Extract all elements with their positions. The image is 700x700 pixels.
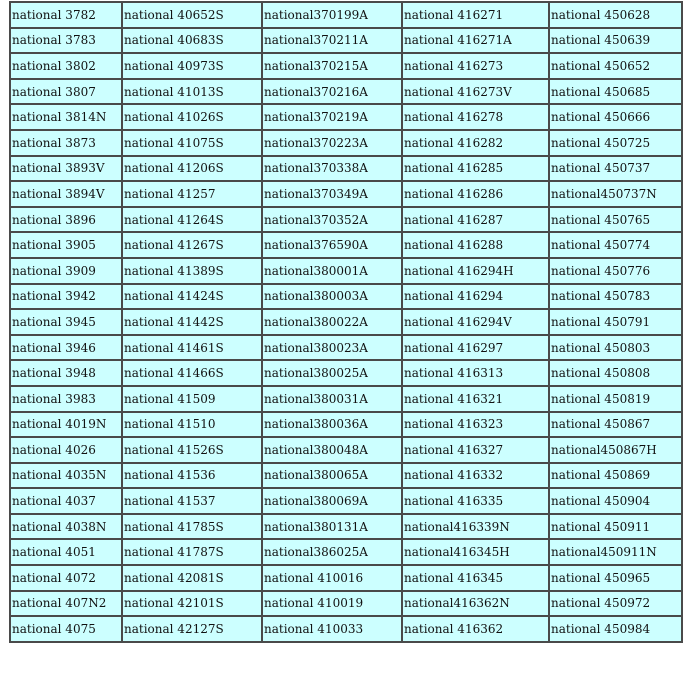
table-cell: national 41267S [122, 232, 262, 258]
table-cell: national 41509 [122, 386, 262, 412]
table-cell: national380023A [262, 335, 402, 361]
table-cell: national 4075 [10, 616, 122, 642]
table-cell: national 416294H [402, 258, 549, 284]
table-cell: national 41026S [122, 104, 262, 130]
table-cell: national 450639 [549, 28, 682, 54]
table-row [10, 309, 682, 335]
table-row [10, 207, 682, 233]
table-cell: national 3983 [10, 386, 122, 412]
table-cell: national 41424S [122, 284, 262, 310]
table-cell: national 41264S [122, 207, 262, 233]
table-cell: national380131A [262, 514, 402, 540]
table-row [10, 2, 682, 28]
table-cell: national370349A [262, 181, 402, 207]
table-cell: national 450628 [549, 2, 682, 28]
table-cell: national 3807 [10, 79, 122, 105]
table-cell: national 416287 [402, 207, 549, 233]
table-row [10, 463, 682, 489]
table-cell: national 450791 [549, 309, 682, 335]
table-row [10, 386, 682, 412]
table-cell: national 416273V [402, 79, 549, 105]
table-cell: national 4026 [10, 437, 122, 463]
table-cell: national 3802 [10, 53, 122, 79]
table-cell: national370338A [262, 156, 402, 182]
table-cell: national450737N [549, 181, 682, 207]
table-cell: national 41389S [122, 258, 262, 284]
table-cell: national 450904 [549, 488, 682, 514]
table-row [10, 232, 682, 258]
table-cell: national 4051 [10, 539, 122, 565]
table-cell: national 41257 [122, 181, 262, 207]
table-cell: national 416278 [402, 104, 549, 130]
table-cell: national 3909 [10, 258, 122, 284]
table-cell: national 42101S [122, 591, 262, 617]
table-cell: national 3783 [10, 28, 122, 54]
table-cell: national 450808 [549, 360, 682, 386]
table-row [10, 335, 682, 361]
table-cell: national 4038N [10, 514, 122, 540]
table-cell: national380048A [262, 437, 402, 463]
table-cell: national 450869 [549, 463, 682, 489]
table-row [10, 104, 682, 130]
table-row [10, 488, 682, 514]
table-cell: national380003A [262, 284, 402, 310]
table-cell: national 450774 [549, 232, 682, 258]
table-cell: national 450984 [549, 616, 682, 642]
table-cell: national 407N2 [10, 591, 122, 617]
table-cell: national370199A [262, 2, 402, 28]
table-cell: national 3782 [10, 2, 122, 28]
table-cell: national 416332 [402, 463, 549, 489]
table-cell: national 450776 [549, 258, 682, 284]
table-body [10, 2, 682, 642]
table-cell: national 450819 [549, 386, 682, 412]
table-cell: national 450783 [549, 284, 682, 310]
table-cell: national370215A [262, 53, 402, 79]
table-cell: national416345H [402, 539, 549, 565]
table-cell: national 450652 [549, 53, 682, 79]
table-cell: national 416288 [402, 232, 549, 258]
table-cell: national 41787S [122, 539, 262, 565]
table-cell: national 416327 [402, 437, 549, 463]
table-row [10, 258, 682, 284]
table-cell: national 416345 [402, 565, 549, 591]
table-row [10, 437, 682, 463]
table-cell: national 450972 [549, 591, 682, 617]
table-row [10, 565, 682, 591]
table-cell: national 410033 [262, 616, 402, 642]
table-cell: national 41075S [122, 130, 262, 156]
table-cell: national 41510 [122, 412, 262, 438]
table-row [10, 28, 682, 54]
table-row [10, 591, 682, 617]
table-row [10, 156, 682, 182]
table-cell: national380065A [262, 463, 402, 489]
table-cell: national 40683S [122, 28, 262, 54]
table-cell: national 4037 [10, 488, 122, 514]
table-cell: national 3896 [10, 207, 122, 233]
table-cell: national380001A [262, 258, 402, 284]
table-cell: national 450965 [549, 565, 682, 591]
table-cell: national 3945 [10, 309, 122, 335]
table-cell: national 40652S [122, 2, 262, 28]
table-cell: national 450666 [549, 104, 682, 130]
table-cell: national 450911 [549, 514, 682, 540]
table-cell: national 42127S [122, 616, 262, 642]
table-cell: national 40973S [122, 53, 262, 79]
table-cell: national 42081S [122, 565, 262, 591]
table-cell: national 450725 [549, 130, 682, 156]
table-cell: national 3894V [10, 181, 122, 207]
table-cell: national450911N [549, 539, 682, 565]
table-row [10, 412, 682, 438]
table-cell: national 41013S [122, 79, 262, 105]
table-cell: national 416282 [402, 130, 549, 156]
table-row [10, 284, 682, 310]
table-cell: national 416294 [402, 284, 549, 310]
table-cell: national 41526S [122, 437, 262, 463]
table-cell: national 416271 [402, 2, 549, 28]
table-cell: national 41536 [122, 463, 262, 489]
table-cell: national 416321 [402, 386, 549, 412]
table-cell: national 416271A [402, 28, 549, 54]
table-cell: national 3893V [10, 156, 122, 182]
table-row [10, 130, 682, 156]
table-cell: national 410019 [262, 591, 402, 617]
table-cell: national 3942 [10, 284, 122, 310]
table-cell: national 41785S [122, 514, 262, 540]
table-cell: national370211A [262, 28, 402, 54]
table-cell: national 4072 [10, 565, 122, 591]
table-cell: national370216A [262, 79, 402, 105]
table-row [10, 79, 682, 105]
table-cell: national 41206S [122, 156, 262, 182]
table-cell: national 3814N [10, 104, 122, 130]
table-cell: national 450867 [549, 412, 682, 438]
table-cell: national 416323 [402, 412, 549, 438]
table-cell: national 416273 [402, 53, 549, 79]
table-cell: national386025A [262, 539, 402, 565]
table-cell: national 416335 [402, 488, 549, 514]
table-cell: national376590A [262, 232, 402, 258]
table-cell: national 41442S [122, 309, 262, 335]
table-row [10, 181, 682, 207]
table-cell: national416339N [402, 514, 549, 540]
table-cell: national370223A [262, 130, 402, 156]
table-cell: national 416285 [402, 156, 549, 182]
table-cell: national380022A [262, 309, 402, 335]
table-cell: national380031A [262, 386, 402, 412]
table-cell: national380069A [262, 488, 402, 514]
table-cell: national 416313 [402, 360, 549, 386]
table-cell: national370352A [262, 207, 402, 233]
table-cell: national 3873 [10, 130, 122, 156]
table-row [10, 514, 682, 540]
table-cell: national380025A [262, 360, 402, 386]
table-cell: national 4019N [10, 412, 122, 438]
table-cell: national 3946 [10, 335, 122, 361]
table-cell: national 450765 [549, 207, 682, 233]
table-cell: national 410016 [262, 565, 402, 591]
table-cell: national 450803 [549, 335, 682, 361]
part-number-table [9, 1, 683, 643]
table-cell: national 450737 [549, 156, 682, 182]
table-cell: national450867H [549, 437, 682, 463]
table-row [10, 360, 682, 386]
table-cell: national 41466S [122, 360, 262, 386]
table-cell: national 416286 [402, 181, 549, 207]
table-cell: national416362N [402, 591, 549, 617]
table-cell: national 3905 [10, 232, 122, 258]
table-cell: national 416362 [402, 616, 549, 642]
table-cell: national370219A [262, 104, 402, 130]
table-cell: national 41537 [122, 488, 262, 514]
table-row [10, 539, 682, 565]
table-cell: national 416297 [402, 335, 549, 361]
table-cell: national 4035N [10, 463, 122, 489]
table-row [10, 53, 682, 79]
table-row [10, 616, 682, 642]
table-cell: national 3948 [10, 360, 122, 386]
table-cell: national 41461S [122, 335, 262, 361]
table-cell: national 450685 [549, 79, 682, 105]
table-cell: national380036A [262, 412, 402, 438]
table-cell: national 416294V [402, 309, 549, 335]
